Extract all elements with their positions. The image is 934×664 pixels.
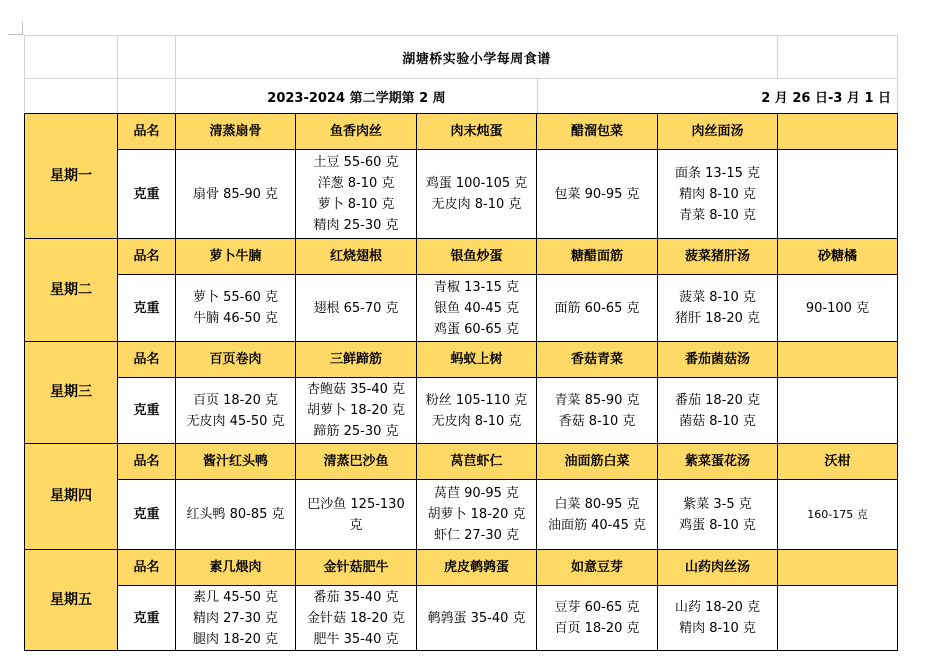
weight-line: 扇骨 85-90 克 — [192, 186, 279, 202]
weight-label: 克重 — [118, 480, 176, 550]
dish-weights — [176, 150, 296, 239]
weight-line: 精肉 8-10 克 — [679, 621, 756, 636]
dish-name-row — [25, 444, 898, 480]
dish-name: 醋溜包菜 — [537, 114, 658, 150]
day-label: 星期四 — [25, 444, 118, 550]
dish-weights — [537, 586, 658, 651]
weight-line: 无皮肉 45-50 克 — [186, 413, 285, 429]
weight-line: 菠菜 8-10 克 — [679, 290, 756, 305]
weight-line: 豆芽 60-65 克 — [554, 600, 640, 615]
dish-weights — [296, 378, 417, 444]
weight-line: 白菜 80-95 克 — [554, 496, 640, 512]
dish-name: 莴苣虾仁 — [417, 444, 537, 480]
dish-name: 银鱼炒蛋 — [417, 239, 537, 275]
dish-weights — [658, 586, 778, 651]
dish-weights — [296, 480, 417, 550]
weight-line: 牛腩 46-50 克 — [192, 311, 279, 326]
weight-line: 油面筋 40-45 克 — [547, 517, 647, 533]
weight-line: 番茄 35-40 克 — [313, 589, 399, 605]
name-label: 品名 — [118, 444, 176, 480]
dish-name: 蚂蚁上树 — [417, 342, 537, 378]
dish-name: 清蒸巴沙鱼 — [296, 444, 417, 480]
weight-line: 百页 18-20 克 — [554, 621, 640, 636]
dish-name: 山药肉丝汤 — [658, 550, 778, 586]
name-label: 品名 — [118, 342, 176, 378]
weight-line: 素几 45-50 克 — [192, 589, 279, 605]
weight-line: 90-100 克 — [805, 300, 870, 316]
dish-name: 清蒸扇骨 — [176, 114, 296, 150]
dish-weight-row — [25, 586, 898, 651]
dish-weights — [417, 586, 537, 651]
weight-line: 包菜 90-95 克 — [554, 186, 640, 202]
dish-name: 紫菜蛋花汤 — [658, 444, 778, 480]
weight-line: 萝卜 55-60 克 — [192, 290, 279, 305]
dish-name: 糖醋面筋 — [537, 239, 658, 275]
weight-line: 巴沙鱼 125-130 — [307, 496, 405, 512]
weight-line: 肥牛 35-40 克 — [313, 631, 399, 647]
weight-line: 克 — [349, 517, 363, 533]
weight-line: 鹌鹑蛋 35-40 克 — [427, 610, 526, 626]
weight-line: 山药 18-20 克 — [674, 600, 761, 615]
dish-weights — [537, 378, 658, 444]
dish-weights — [537, 480, 658, 550]
weight-line: 杏鲍菇 35-40 克 — [306, 382, 406, 397]
dish-name: 酱汁红头鸭 — [176, 444, 296, 480]
dish-weights — [176, 480, 296, 550]
dish-name-row — [25, 114, 898, 150]
weight-label: 克重 — [118, 586, 176, 651]
dish-name: 素几煨肉 — [176, 550, 296, 586]
dish-name: 砂糖橘 — [778, 239, 898, 275]
weight-line: 青菜 8-10 克 — [679, 207, 756, 223]
dish-name: 菠菜猪肝汤 — [658, 239, 778, 275]
weight-line: 160-175 克 — [807, 508, 868, 521]
weight-line: 金针菇 18-20 克 — [306, 610, 406, 626]
weight-line: 洋葱 8-10 克 — [317, 176, 395, 191]
weight-line: 莴苣 90-95 克 — [433, 486, 520, 501]
dish-weights — [658, 480, 778, 550]
weight-line: 香菇 8-10 克 — [558, 413, 636, 429]
name-label: 品名 — [118, 239, 176, 275]
weight-line: 青菜 85-90 克 — [554, 392, 640, 408]
dish-name: 金针菇肥牛 — [296, 550, 417, 586]
dish-name-row — [25, 239, 898, 275]
dish-weights — [296, 150, 417, 239]
day-label: 星期一 — [25, 114, 118, 239]
day-label: 星期五 — [25, 550, 118, 651]
weight-line: 胡萝卜 18-20 克 — [427, 507, 526, 522]
menu-header-table — [24, 35, 898, 114]
weight-line: 红头鸭 80-85 克 — [186, 507, 285, 522]
dish-weights — [778, 150, 898, 239]
dish-name: 红烧翅根 — [296, 239, 417, 275]
dish-name — [778, 342, 898, 378]
dish-name-row — [25, 342, 898, 378]
dish-name: 肉末炖蛋 — [417, 114, 537, 150]
dish-weights — [176, 275, 296, 342]
weight-line: 胡萝卜 18-20 克 — [306, 403, 406, 418]
weight-label: 克重 — [118, 378, 176, 444]
dish-name: 百页卷肉 — [176, 342, 296, 378]
weight-line: 面筋 60-65 克 — [554, 300, 640, 316]
dish-weight-row — [25, 480, 898, 550]
weekly-menu-table — [24, 113, 898, 651]
weight-line: 面条 13-15 克 — [674, 165, 761, 181]
dish-weights — [417, 150, 537, 239]
dish-weights — [537, 275, 658, 342]
day-label: 星期三 — [25, 342, 118, 444]
dish-weights — [778, 586, 898, 651]
dish-weights — [176, 586, 296, 651]
weight-line: 精肉 8-10 克 — [679, 186, 756, 202]
weight-line: 菌菇 8-10 克 — [679, 413, 756, 429]
dish-weights — [658, 150, 778, 239]
dish-name: 香菇青菜 — [537, 342, 658, 378]
weight-line: 粉丝 105-110 克 — [425, 392, 528, 408]
weight-line: 土豆 55-60 克 — [313, 155, 399, 170]
dish-weights — [778, 480, 898, 550]
page-corner-mark — [8, 22, 23, 35]
weight-line: 萝卜 8-10 克 — [317, 197, 395, 212]
weight-line: 猪肝 18-20 克 — [674, 311, 761, 326]
weight-line: 精肉 25-30 克 — [313, 218, 399, 233]
dish-weights — [417, 275, 537, 342]
dish-weight-row — [25, 275, 898, 342]
dish-name — [778, 550, 898, 586]
dish-weights — [537, 150, 658, 239]
weight-label: 克重 — [118, 150, 176, 239]
weight-line: 精肉 27-30 克 — [192, 610, 279, 626]
weight-line: 翅根 65-70 克 — [313, 300, 399, 316]
dish-name: 油面筋白菜 — [537, 444, 658, 480]
dish-weight-row — [25, 150, 898, 239]
weight-line: 无皮肉 8-10 克 — [431, 413, 522, 429]
weight-line: 番茄 18-20 克 — [674, 392, 761, 408]
weight-line: 银鱼 40-45 克 — [433, 300, 520, 316]
page-title: 湖塘桥实验小学每周食谱 — [176, 36, 778, 79]
dish-weights — [778, 378, 898, 444]
weight-line: 鸡蛋 60-65 克 — [433, 321, 520, 337]
dish-name: 肉丝面汤 — [658, 114, 778, 150]
dish-name: 番茄菌菇汤 — [658, 342, 778, 378]
dish-weights — [417, 378, 537, 444]
menu-body — [25, 114, 898, 651]
dish-weights — [176, 378, 296, 444]
weight-line: 虾仁 27-30 克 — [433, 528, 520, 543]
dish-weights — [658, 275, 778, 342]
dish-weights — [658, 378, 778, 444]
weight-line: 鸡蛋 100-105 克 — [425, 176, 528, 191]
weight-line: 无皮肉 8-10 克 — [431, 197, 522, 212]
name-label: 品名 — [118, 114, 176, 150]
dish-weights — [296, 586, 417, 651]
weight-line: 腿肉 18-20 克 — [192, 631, 279, 647]
dish-weights — [778, 275, 898, 342]
weight-line: 百页 18-20 克 — [192, 392, 279, 408]
weight-line: 青椒 13-15 克 — [433, 279, 520, 295]
weight-label: 克重 — [118, 275, 176, 342]
dish-name: 鱼香肉丝 — [296, 114, 417, 150]
dish-name: 三鲜蹄筋 — [296, 342, 417, 378]
dish-name: 如意豆芽 — [537, 550, 658, 586]
dish-weights — [296, 275, 417, 342]
weight-line: 蹄筋 25-30 克 — [313, 424, 399, 439]
dish-name-row — [25, 550, 898, 586]
dish-name: 萝卜牛腩 — [176, 239, 296, 275]
name-label: 品名 — [118, 550, 176, 586]
dish-name: 虎皮鹌鹑蛋 — [417, 550, 537, 586]
term-label: 2023-2024 第二学期第 2 周 — [176, 79, 538, 114]
dish-name: 沃柑 — [778, 444, 898, 480]
dish-name — [778, 114, 898, 150]
date-range: 2 月 26 日-3 月 1 日 — [538, 79, 898, 114]
weight-line: 鸡蛋 8-10 克 — [679, 517, 756, 533]
dish-weights — [417, 480, 537, 550]
weight-line: 紫菜 3-5 克 — [683, 496, 752, 512]
dish-weight-row — [25, 378, 898, 444]
day-label: 星期二 — [25, 239, 118, 342]
